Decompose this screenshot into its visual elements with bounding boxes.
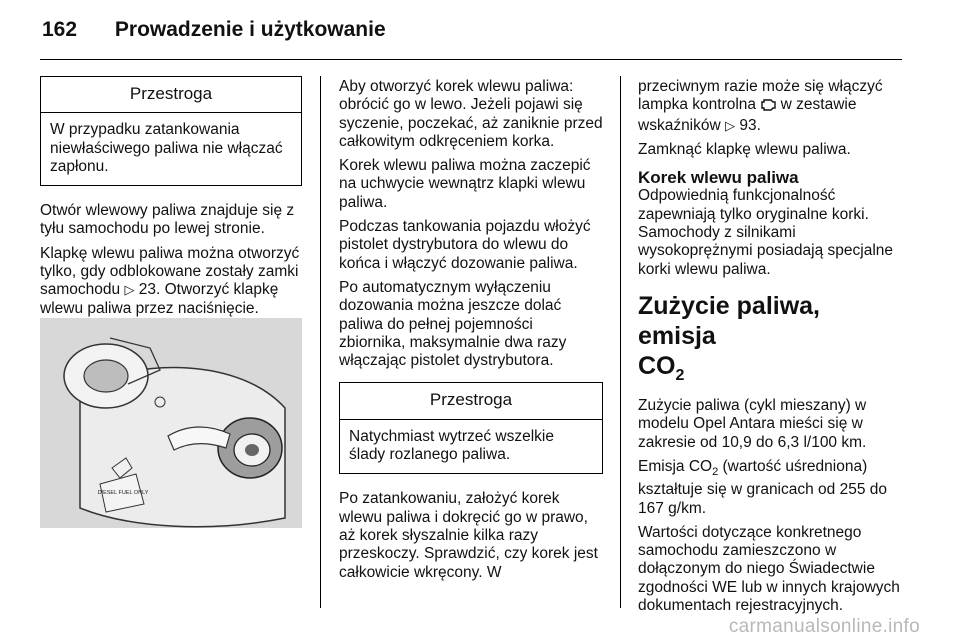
- fuel-filler-drawing: [40, 318, 302, 528]
- column-divider-2: [620, 76, 621, 608]
- section-heading: Zużycie paliwa, emisja $CO_2$: [638, 291, 821, 384]
- paragraph: przeciwnym razie może się włączyć lampka kontrolna w zestawie wskaźników ▷ 93.: [638, 78, 883, 134]
- warning-title: Przestroga: [41, 77, 301, 113]
- arrow-ref-icon: ▷: [725, 117, 736, 133]
- paragraph: Emisja $CO_2$ (wartość uśredniona) kształtuje się w granicach od 255 do 167 g/km.: [638, 457, 888, 517]
- paragraph: Korek wlewu paliwa można zaczepić na uchwycie wewnątrz klapki wlewu paliwa.: [339, 157, 591, 211]
- paragraph: Po zatankowaniu, założyć korek wlewu paliwa i dokręcić go w prawo, aż korek słyszalnie kilka razy przeskoczy. Sprawdzić, czy korek jest całkowicie wkręcony. W: [339, 490, 598, 581]
- warning-box: [40, 76, 302, 186]
- paragraph: Podczas tankowania pojazdu włożyć pistolet dystrybutora do wlewu do końca i włączyć dozowanie paliwa.: [339, 218, 591, 272]
- column-1: [40, 76, 302, 324]
- paragraph: Odpowiednią funkcjonalność zapewniają tylko oryginalne korki. Samochody z silnikami wysokoprężnymi posiadają specjalne korki wlewu paliwa.: [638, 187, 894, 278]
- page-reference[interactable]: 23: [138, 281, 157, 299]
- page-header: [42, 18, 386, 42]
- section-subheading: Korek wlewu paliwa: [638, 168, 799, 188]
- paragraph: Wartości dotyczące konkretnego samochodu zamieszczono w dołączonym do niego Świadectwie zgodności WE lub w innych krajowych dokumentach rejestracyjnych.: [638, 523, 900, 615]
- fuel-filler-illustration: [40, 318, 302, 528]
- paragraph: Po automatycznym wyłączeniu dozowania można jeszcze dolać paliwa do pełnej pojemności zbiornika, maksymalnie dwa razy włączając pistolet dystrybutora.: [339, 278, 567, 370]
- paragraph: Zamknąć klapkę wlewu paliwa.: [638, 140, 851, 158]
- column-3: [638, 78, 904, 621]
- column-2: [339, 78, 603, 588]
- warning-title: Przestroga: [340, 383, 602, 419]
- watermark: carmanualsonline.info: [728, 616, 920, 637]
- paragraph: Otwór wlewowy paliwa znajduje się z tyłu samochodu po lewej stronie.: [40, 202, 295, 238]
- page-number: 162: [42, 18, 78, 41]
- svg-text:DIESEL FUEL ONLY: DIESEL FUEL ONLY: [97, 490, 149, 496]
- page-title: Prowadzenie i użytkowanie: [114, 18, 386, 41]
- paragraph: Zużycie paliwa (cykl mieszany) w modelu Opel Antara mieści się w zakresie od 10,9 do 6,3 l/100 km.: [638, 396, 867, 451]
- header-rule: [40, 59, 902, 60]
- arrow-ref-icon: ▷: [124, 282, 135, 298]
- warning-text: Natychmiast wytrzeć wszelkie ślady rozlanego paliwa.: [349, 427, 554, 464]
- column-divider-1: [320, 76, 321, 608]
- warning-text: W przypadku zatankowania niewłaściwego paliwa nie włączać zapłonu.: [50, 121, 283, 175]
- warning-box: [339, 382, 603, 474]
- paragraph: Klapkę wlewu paliwa można otworzyć tylko, gdy odblokowane zostały zamki samochodu ▷ 23. Otworzyć klapkę wlewu paliwa przez naciśnięcie.: [40, 244, 300, 317]
- page-reference[interactable]: 93: [739, 116, 757, 134]
- check-engine-lamp-icon: [760, 98, 776, 116]
- paragraph: Aby otworzyć korek wlewu paliwa: obrócić go w lewo. Jeżeli pojawi się syczenie, poczekać, aż zaniknie przed całkowitym odkręceniem korka.: [339, 78, 603, 150]
